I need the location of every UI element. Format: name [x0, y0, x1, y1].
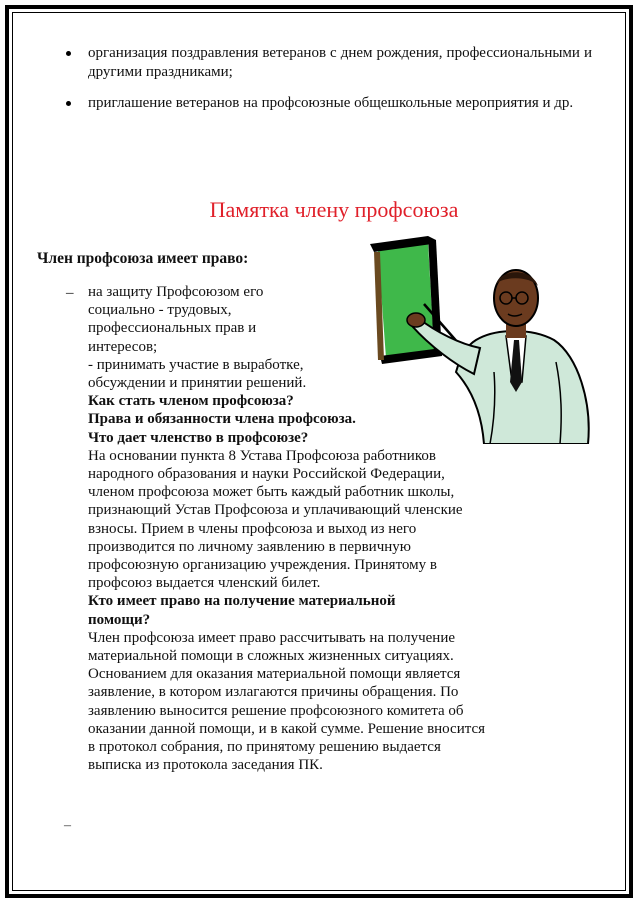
aid-paragraph: Член профсоюза имеет право рассчитывать на получение материальной помощи в сложных жизненных ситуациях. Основанием для оказания материальной помощи является заявление, в котором излагаются причины обращения. По заявлению выносится решение профсоюзного комитета об оказании данной помощи, и в какой сумме. Решение вносится в протокол собрания, по принятому решению выдается выписка из протокола заседания ПК.	[88, 629, 486, 774]
rights-heading: Член профсоюза имеет право:	[37, 250, 249, 267]
page-title: Памятка члену профсоюза	[209, 197, 459, 222]
trailing-dash: –	[64, 818, 71, 833]
question-heading: Как стать членом профсоюза?	[88, 393, 294, 410]
bullet-icon	[66, 51, 71, 56]
rights-paragraph: на защиту Профсоюзом его социально - трудовых, профессиональных прав и интересов; - принимать участие в выработке, обсуждении и принятии решений.	[88, 284, 307, 392]
list-dash: –	[66, 285, 74, 301]
membership-paragraph: На основании пункта 8 Устава Профсоюза работников народного образования и науки Российской Федерации, членом профсоюза может быть каждый работник школы, признающий Устав Профсоюза и уплачивающий членские взносы. Прием в члены профсоюза и выход из него производится по личному заявлению в первичную профсоюзную организацию учреждения. Принятому в профсоюз выдается членский билет.	[88, 447, 463, 592]
veterans-bullet-list	[62, 44, 592, 125]
aid-question-heading: Кто имеет право на получение материальной помощи?	[88, 593, 396, 628]
main-text-block	[88, 283, 598, 774]
question-heading: Права и обязанности члена профсоюза.	[88, 411, 356, 428]
list-item: организация поздравления ветеранов с днем рождения, профессиональными и другими праздниками;	[62, 44, 592, 82]
question-heading: Что дает членство в профсоюзе?	[88, 429, 309, 446]
list-item: приглашение ветеранов на профсоюзные общешкольные мероприятия и др.	[62, 94, 592, 113]
bullet-icon	[66, 101, 71, 106]
